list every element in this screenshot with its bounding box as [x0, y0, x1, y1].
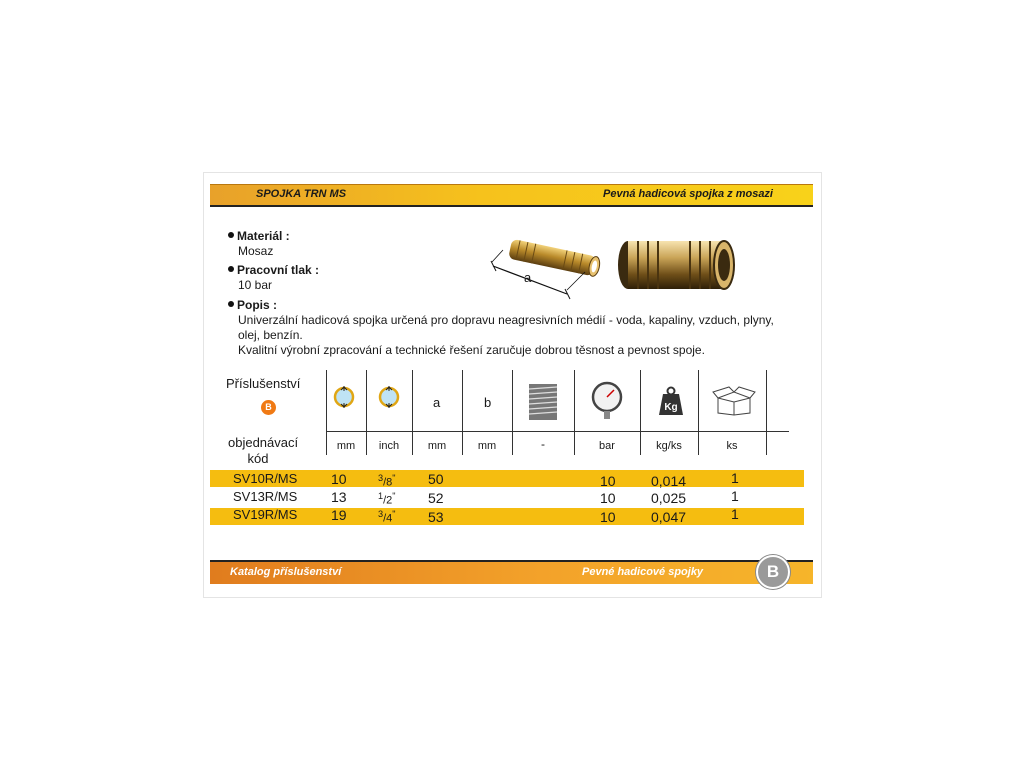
order-code: SV13R/MS — [233, 489, 298, 504]
row-highlight — [210, 470, 804, 487]
order-code-label: objednávací kód — [228, 435, 299, 466]
svg-text:Kg: Kg — [664, 402, 678, 413]
cell-a: 53 — [428, 509, 444, 525]
accessory-badge: B — [260, 399, 277, 416]
pipe-diameter-inch-icon — [378, 386, 400, 408]
unit-a: mm — [427, 440, 447, 452]
header-bar — [210, 184, 813, 207]
pressure-gauge-icon — [590, 381, 624, 421]
weight-icon — [658, 386, 684, 416]
row-highlight — [210, 508, 804, 525]
pipe-diameter-icon — [333, 386, 355, 408]
cell-bar: 10 — [600, 509, 616, 525]
header-divider — [326, 431, 789, 432]
cell-inch: $^1$/2" — [378, 491, 396, 507]
cell-kg: 0,025 — [651, 490, 687, 506]
cell-bar: 10 — [600, 473, 616, 489]
column-a-label: a — [433, 395, 441, 410]
description — [238, 313, 798, 358]
order-code: SV19R/MS — [233, 507, 298, 522]
cell-inch: $^3$/4" — [378, 509, 396, 525]
column-b-label: b — [484, 395, 492, 410]
cell-mm: 19 — [331, 507, 347, 523]
cell-mm: 10 — [331, 471, 347, 487]
bullet-icon — [228, 301, 234, 307]
footer-bar — [210, 560, 813, 584]
unit-ks: ks — [726, 440, 738, 452]
unit-kg: kg/ks — [656, 440, 682, 452]
unit-thread: - — [541, 437, 545, 451]
accessory-label: Příslušenství — [226, 376, 301, 391]
cell-a: 52 — [428, 490, 444, 506]
cell-kg: 0,047 — [651, 509, 687, 525]
unit-bar: bar — [599, 440, 615, 452]
spec-material: Materiál : Mosaz — [228, 229, 290, 258]
cell-inch: $^3$/8" — [378, 473, 396, 489]
product-title: SPOJKA TRN MS — [256, 188, 347, 200]
dimension-label: a — [524, 270, 532, 285]
thread-icon — [527, 382, 559, 422]
cell-bar: 10 — [600, 490, 616, 506]
description-line: Univerzální hadicová spojka určená pro dopravu neagresivních médií - voda, kapaliny, vzduch, plyny, olej, benzín. — [238, 313, 774, 342]
footer-section-label: Pevné hadicové spojky — [582, 566, 704, 578]
section-badge: B — [756, 555, 790, 589]
spec-description: Popis : — [228, 298, 277, 312]
unit-inch: inch — [378, 440, 400, 452]
cell-ks: 1 — [731, 506, 739, 522]
box-icon — [712, 386, 756, 416]
cell-a: 50 — [428, 471, 444, 487]
unit-mm: mm — [336, 440, 356, 452]
footer-catalog-label: Katalog příslušenství — [230, 566, 342, 578]
description-line: Kvalitní výrobní zpracování a technické řešení zaručuje dobrou těsnost a pevnost spoje. — [238, 343, 705, 357]
cell-ks: 1 — [731, 488, 739, 504]
product-large-icon — [614, 235, 736, 295]
unit-b: mm — [477, 440, 497, 452]
product-subtitle: Pevná hadicová spojka z mosazi — [603, 188, 773, 200]
cell-kg: 0,014 — [651, 473, 687, 489]
product-small-icon — [485, 228, 605, 300]
order-code: SV10R/MS — [233, 471, 298, 486]
spec-pressure: Pracovní tlak : 10 bar — [228, 263, 319, 292]
cell-ks: 1 — [731, 470, 739, 486]
column-divider — [766, 370, 767, 455]
bullet-icon — [228, 266, 234, 272]
cell-mm: 13 — [331, 489, 347, 505]
bullet-icon — [228, 232, 234, 238]
